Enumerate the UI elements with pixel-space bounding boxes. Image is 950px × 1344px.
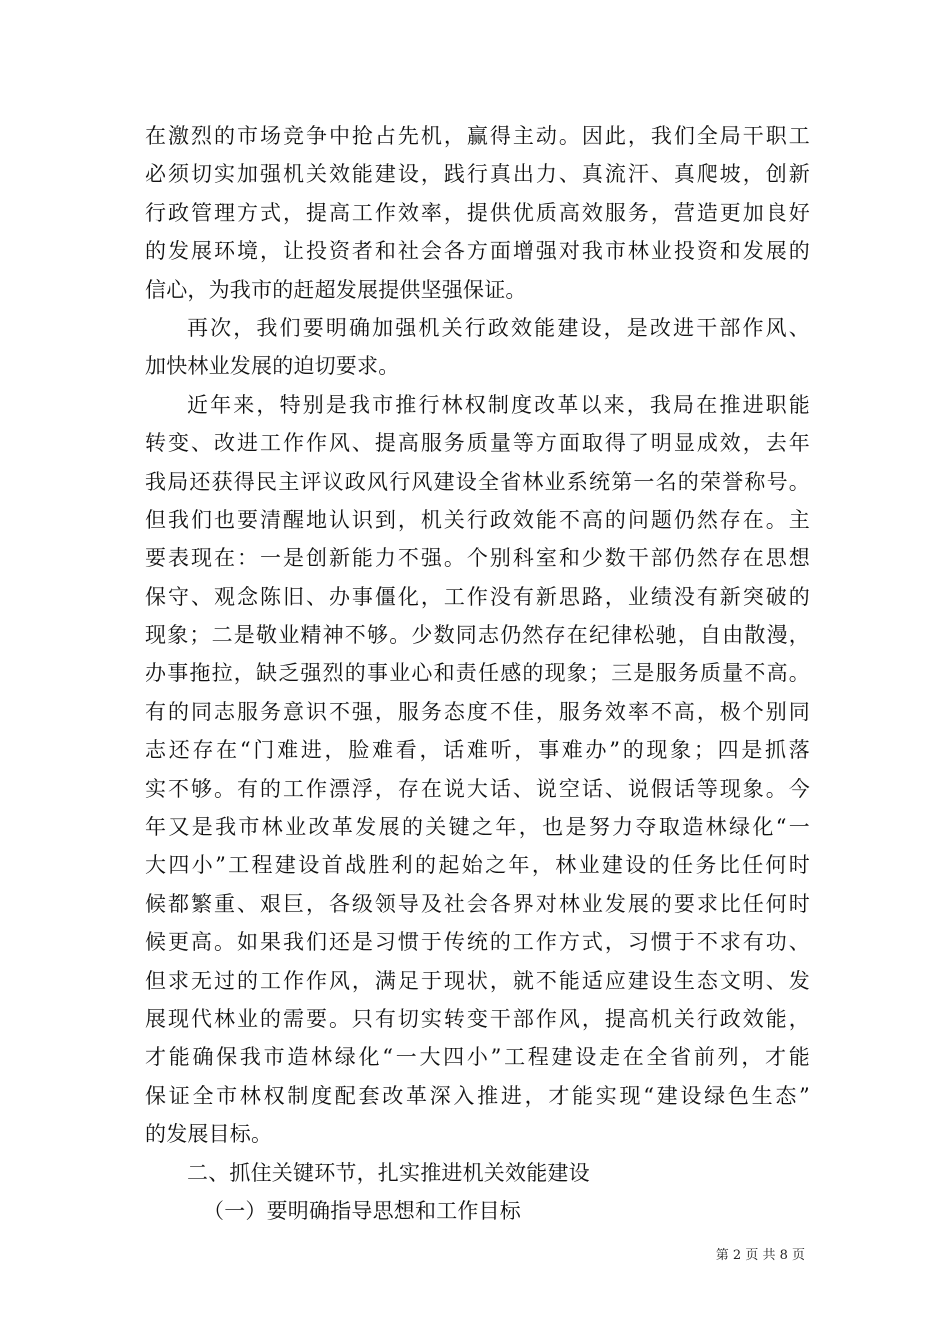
text-line: 年又是我市林业改革发展的关键之年，也是努力夺取造林绿化“一 <box>145 815 810 840</box>
text-line: 在激烈的市场竞争中抢占先机，赢得主动。因此，我们全局干职工 <box>145 124 810 148</box>
text-line: 的发展环境，让投资者和社会各方面增强对我市林业投资和发展的 <box>145 239 810 264</box>
text-line: 行政管理方式，提高工作效率，提供优质高效服务，营造更加良好 <box>145 200 810 225</box>
text-line: 近年来，特别是我市推行林权制度改革以来，我局在推进职能 <box>187 392 810 417</box>
text-line: 再次，我们要明确加强机关行政效能建设，是改进干部作风、 <box>187 315 810 340</box>
text-line: 办事拖拉，缺乏强烈的事业心和责任感的现象；三是服务质量不高。 <box>145 661 810 686</box>
subsection-heading: （一）要明确指导思想和工作目标 <box>203 1198 521 1223</box>
text-line: 要表现在：一是创新能力不强。个别科室和少数干部仍然存在思想 <box>145 546 810 571</box>
text-line: 候更高。如果我们还是习惯于传统的工作方式，习惯于不求有功、 <box>145 930 810 955</box>
text-line: 展现代林业的需要。只有切实转变干部作风，提高机关行政效能， <box>145 1006 810 1031</box>
text-line: 的发展目标。 <box>145 1122 273 1147</box>
text-line: 志还存在“门难进，脸难看，话难听，事难办”的现象；四是抓落 <box>145 738 810 763</box>
text-line: 有的同志服务意识不强，服务态度不佳，服务效率不高，极个别同 <box>145 699 810 724</box>
paragraph-1 <box>145 117 810 309</box>
section-heading: 二、抓住关键环节，扎实推进机关效能建设 <box>187 1160 590 1185</box>
text-line: 加快林业发展的迫切要求。 <box>145 354 400 379</box>
text-line: 现象；二是敬业精神不够。少数同志仍然存在纪律松驰，自由散漫， <box>145 623 810 648</box>
text-line: 但求无过的工作作风，满足于现状，就不能适应建设生态文明、发 <box>145 968 810 993</box>
text-line: 我局还获得民主评议政风行风建设全省林业系统第一名的荣誉称号。 <box>145 469 810 494</box>
text-line: 但我们也要清醒地认识到，机关行政效能不高的问题仍然存在。主 <box>145 507 810 532</box>
text-line: 保守、观念陈旧、办事僵化，工作没有新思路，业绩没有新突破的 <box>145 584 810 609</box>
paragraph-2 <box>145 309 810 386</box>
text-line: 必须切实加强机关效能建设，践行真出力、真流汗、真爬坡，创新 <box>145 162 810 187</box>
text-line: 候都繁重、艰巨，各级领导及社会各界对林业发展的要求比任何时 <box>145 891 810 916</box>
text-line: 保证全市林权制度配套改革深入推进，才能实现“建设绿色生态” <box>145 1083 810 1108</box>
paragraph-3 <box>145 386 810 1154</box>
text-line: 信心，为我市的赶超发展提供坚强保证。 <box>145 277 527 302</box>
document-body <box>145 117 810 1230</box>
text-line: 才能确保我市造林绿化“一大四小”工程建设走在全省前列，才能 <box>145 1045 810 1070</box>
text-line: 转变、改进工作作风、提高服务质量等方面取得了明显成效，去年 <box>145 431 810 456</box>
text-line: 实不够。有的工作漂浮，存在说大话、说空话、说假话等现象。今 <box>145 776 810 801</box>
text-line: 大四小”工程建设首战胜利的起始之年，林业建设的任务比任何时 <box>145 853 810 878</box>
page-number-footer: 第 2 页 共 8 页 <box>715 1248 805 1263</box>
